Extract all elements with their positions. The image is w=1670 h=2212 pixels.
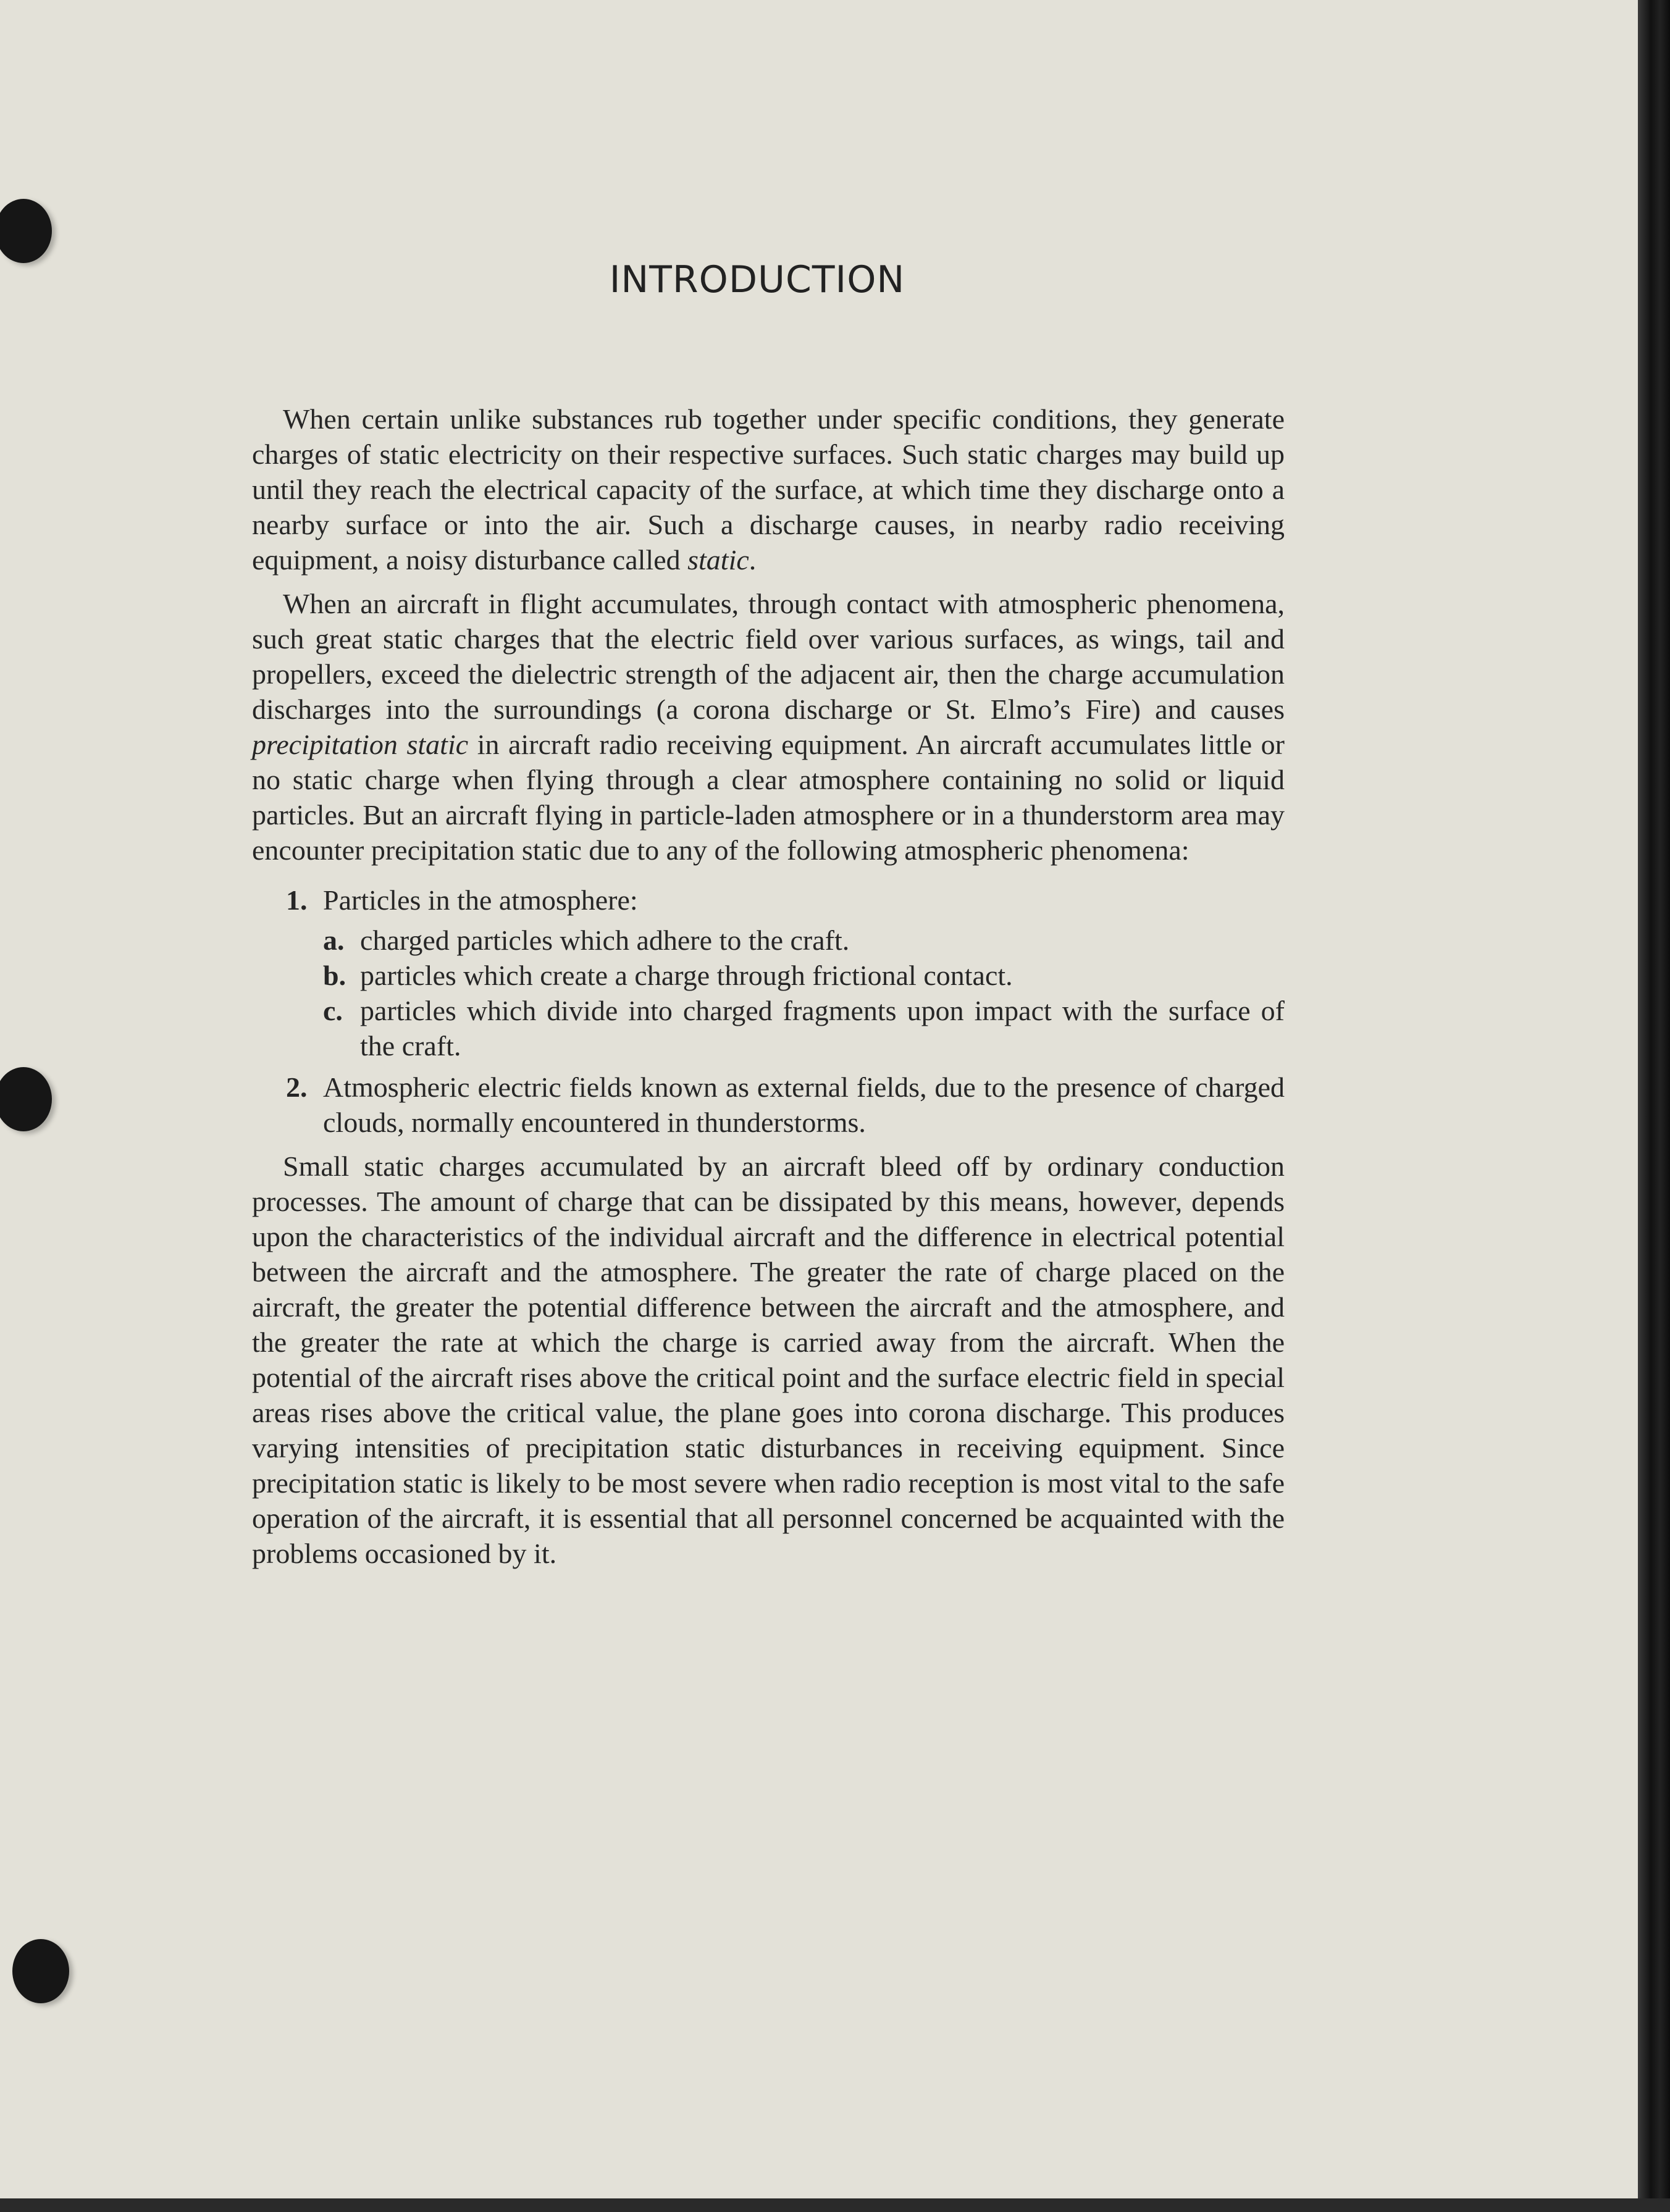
sub-list-item: a. charged particles which adhere to the craft. bbox=[252, 923, 1285, 958]
binder-hole-bottom bbox=[12, 1939, 69, 2003]
page-title: INTRODUCTION bbox=[609, 258, 905, 301]
paragraph-1: When certain unlike substances rub together under specific conditions, they generate charges of static electricity on their respective surfaces. Such static charges may build up until they reach the electrical capacity of the surface, at which time they discharge onto a nearby surface or into the air. Such a discharge causes, in nearby radio receiving equipment, a noisy disturbance called static. bbox=[252, 403, 1285, 576]
sub-list-letter: a. bbox=[323, 924, 345, 956]
sub-list-item: c. particles which divide into charged fragments upon impact with the surface of the craft. bbox=[252, 993, 1285, 1063]
binder-edge bbox=[1638, 0, 1670, 2212]
list-item: 2. Atmospheric electric fields known as external fields, due to the presence of charged clouds, normally encountered in thunderstorms. bbox=[252, 1070, 1285, 1140]
paragraph-2: When an aircraft in flight accumulates, through contact with atmospheric phenomena, such great static charges that the electric field over various surfaces, as wings, tail and propellers, exceed the dielectric strength of the adjacent air, then the charge accumulation discharges into the surroundings (a corona discharge or St. Elmo’s Fire) and causes precipitation static in aircraft radio receiving equipment. An aircraft accumulates little or no static charge when flying through a clear atmosphere containing no solid or liquid particles. But an aircraft flying in particle-laden atmosphere or in a thunderstorm area may encounter precipitation static due to any of the following atmospheric phenomena: bbox=[252, 588, 1285, 866]
scan-bottom-edge bbox=[0, 2198, 1670, 2212]
sub-list-item: b. particles which create a charge through frictional contact. bbox=[252, 958, 1285, 993]
list-number: 1. bbox=[286, 884, 308, 916]
sub-list-letter: c. bbox=[323, 995, 343, 1026]
phenomena-list bbox=[252, 882, 1285, 1140]
static-term: static bbox=[687, 544, 749, 576]
body-text bbox=[252, 401, 1285, 1580]
list-item: 1. Particles in the atmosphere: bbox=[252, 882, 1285, 918]
sub-list-letter: b. bbox=[323, 960, 346, 991]
binder-hole-top bbox=[0, 199, 52, 263]
precipitation-static-term: precipitation static bbox=[252, 729, 469, 760]
paragraph-3: Small static charges accumulated by an aircraft bleed off by ordinary conduction processes. The amount of charge that can be dissipated by this means, however, depends upon the characteristics of the individual aircraft and the difference in electrical potential between the aircraft and the atmosphere. The greater the rate of charge placed on the aircraft, the greater the potential difference between the aircraft and the atmosphere, and the greater the rate at which the charge is carried away from the aircraft. When the potential of the aircraft rises above the critical point and the surface electric field in special areas rises above the critical value, the plane goes into corona discharge. This produces varying intensities of precipitation static disturbances in receiving equipment. Since precipitation static is likely to be most severe when radio reception is most vital to the safe operation of the aircraft, it is essential that all personnel concerned be acquainted with the problems occasioned by it. bbox=[252, 1150, 1285, 1569]
list-number: 2. bbox=[286, 1071, 308, 1103]
binder-hole-middle bbox=[0, 1067, 52, 1131]
